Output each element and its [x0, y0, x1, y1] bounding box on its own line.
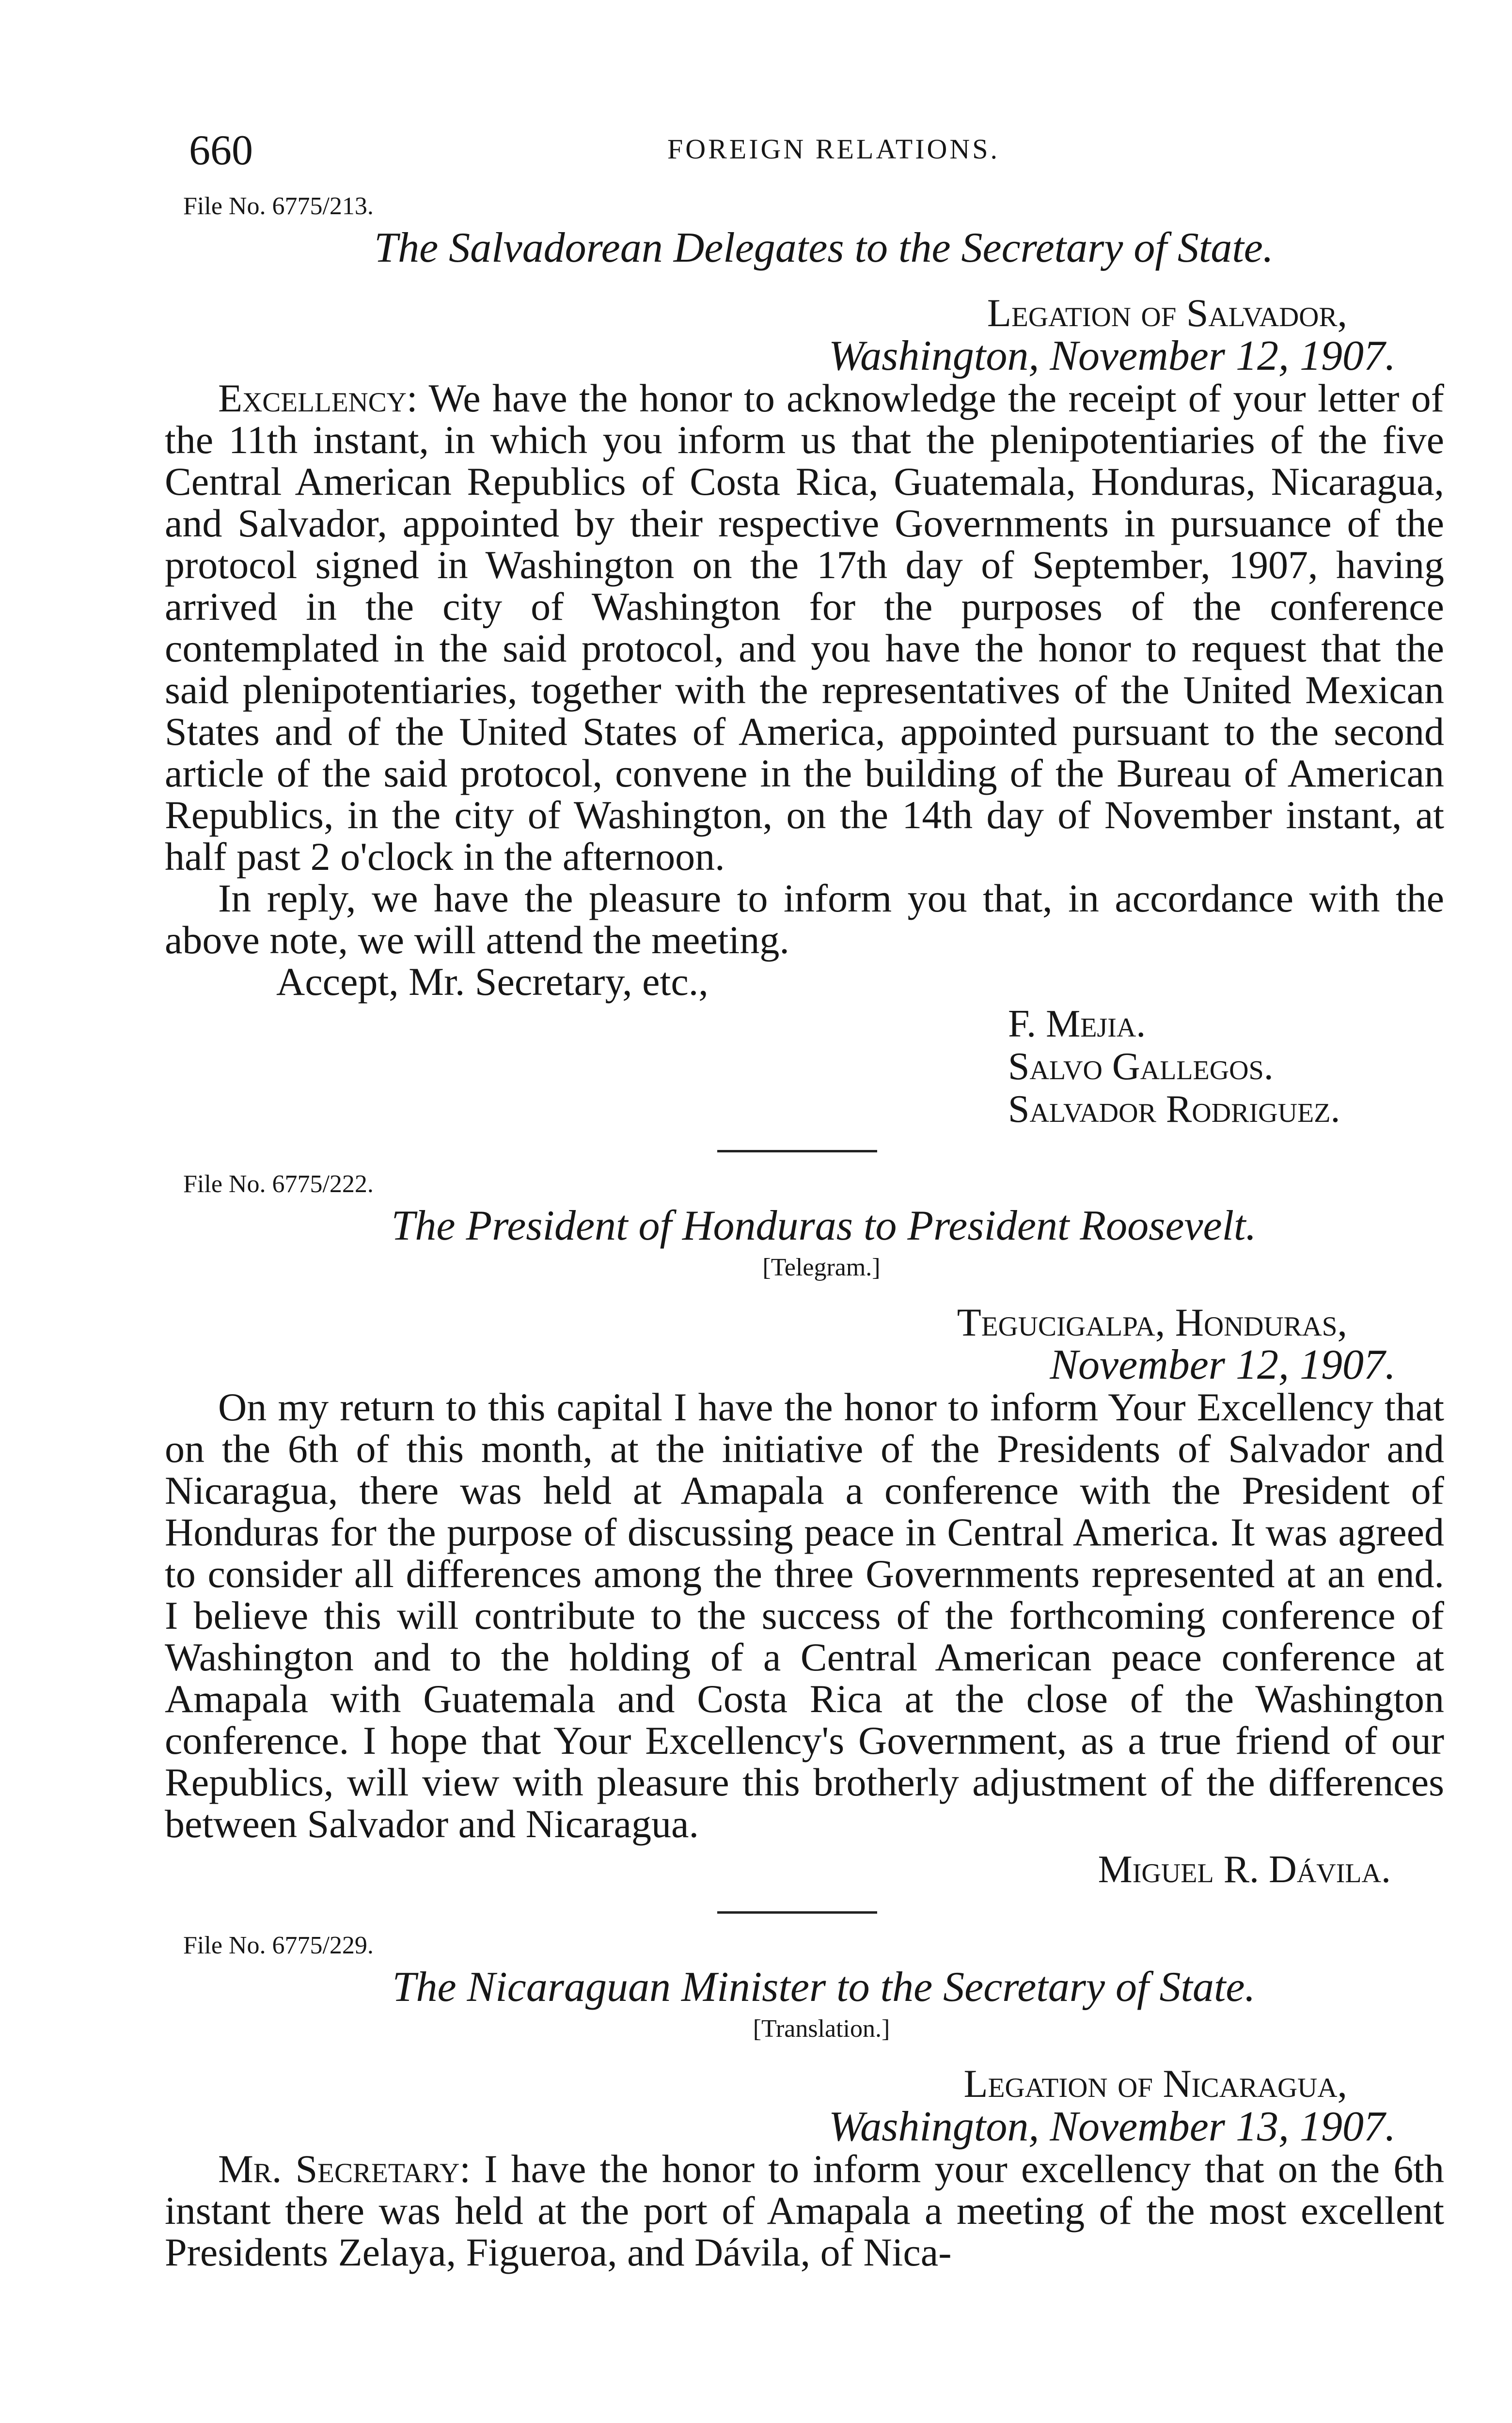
- letter-date: Washington, November 13, 1907.: [828, 2103, 1396, 2150]
- letter-place: Legation of Salvador,: [987, 291, 1347, 335]
- paragraph-text: I have the honor to inform your excellency that on the 6th instant there was held at the port of Amapala a meeting of the most excellent Presidents Zelaya, Figueroa, and Dávila, of Nica-: [165, 2146, 1444, 2274]
- file-number: File No. 6775/222.: [183, 1170, 374, 1198]
- signature: Miguel R. Dávila.: [1098, 1848, 1391, 1891]
- page-header: [165, 111, 1444, 174]
- letter-paragraph: In reply, we have the pleasure to inform you that, in accordance with the above note, we will attend the meeting.: [165, 876, 1444, 962]
- signature: F. Mejia.: [1008, 1002, 1146, 1045]
- closing: Accept, Mr. Secretary, etc.,: [276, 959, 709, 1004]
- letter-salvadorean-delegates: [165, 192, 1444, 1152]
- signatures: [1008, 1003, 1444, 1131]
- letter-title: The President of Honduras to President Roosevelt.: [391, 1202, 1257, 1249]
- letter-place: Tegucigalpa, Honduras,: [957, 1300, 1347, 1344]
- letter-paragraph: On my return to this capital I have the honor to inform Your Excellency that on the 6th of this month, at the initiative of the Presidents of Salvador and Nicaragua, there was held at Amapala a conference with the President of Honduras for the purpose of discussing peace in Central America. It was agreed to consider all differences among the three Governments represented at an end. I believe this will contribute to the success of the forthcoming conference of Washington and to the holding of a Central American peace conference at Amapala with Guatemala and Costa Rica at the close of the Washington conference. I hope that Your Excellency's Government, as a true friend of our Republics, will view with pleasure this brotherly adjustment of the differences between Salvador and Nicaragua.: [165, 1385, 1444, 1846]
- file-number: File No. 6775/213.: [183, 192, 374, 220]
- signature: Salvador Rodriguez.: [1008, 1087, 1340, 1131]
- signature: Salvo Gallegos.: [1008, 1045, 1274, 1088]
- letter-paragraph: [165, 378, 1444, 878]
- page-number: 660: [189, 127, 253, 174]
- letter-nicaraguan-minister: [165, 1931, 1444, 2273]
- letter-date: November 12, 1907.: [1050, 1341, 1396, 1389]
- document-type-note: [Telegram.]: [762, 1253, 881, 1281]
- section-divider: [717, 1150, 877, 1152]
- paragraph-text: We have the honor to acknowledge the receipt of your letter of the 11th instant, in which you inform us that the plenipotentiaries of the five Central American Republics of Costa Rica, Guatemala, Honduras, Nicaragua, and Salvador, appointed by their respective Governments in pursuance of the protocol signed in Washington on the 17th day of September, 1907, having arrived in the city of Washington for the purposes of the conference contemplated in the said protocol, and you have the honor to request that the said plenipotentiaries, together with the representatives of the United Mexican States and of the United States of America, appointed pursuant to the second article of the said protocol, convene in the building of the Bureau of American Republics, in the city of Washington, on the 14th day of November instant, at half past 2 o'clock in the afternoon.: [165, 376, 1444, 879]
- section-divider: [717, 1911, 877, 1914]
- salutation: Mr. Secretary:: [218, 2146, 471, 2191]
- letter-title: The Salvadorean Delegates to the Secretary of State.: [374, 224, 1274, 271]
- running-title: FOREIGN RELATIONS.: [667, 133, 1000, 165]
- file-number: File No. 6775/229.: [183, 1932, 374, 1960]
- letter-place: Legation of Nicaragua,: [963, 2061, 1347, 2106]
- document-page: [165, 111, 1444, 2273]
- telegram-honduras-president: [165, 1170, 1444, 1914]
- document-type-note: [Translation.]: [753, 2015, 890, 2043]
- letter-date: Washington, November 12, 1907.: [828, 332, 1396, 379]
- letter-paragraph: [165, 2148, 1444, 2273]
- salutation: Excellency:: [218, 376, 418, 420]
- letter-title: The Nicaraguan Minister to the Secretary of State.: [392, 1964, 1256, 2011]
